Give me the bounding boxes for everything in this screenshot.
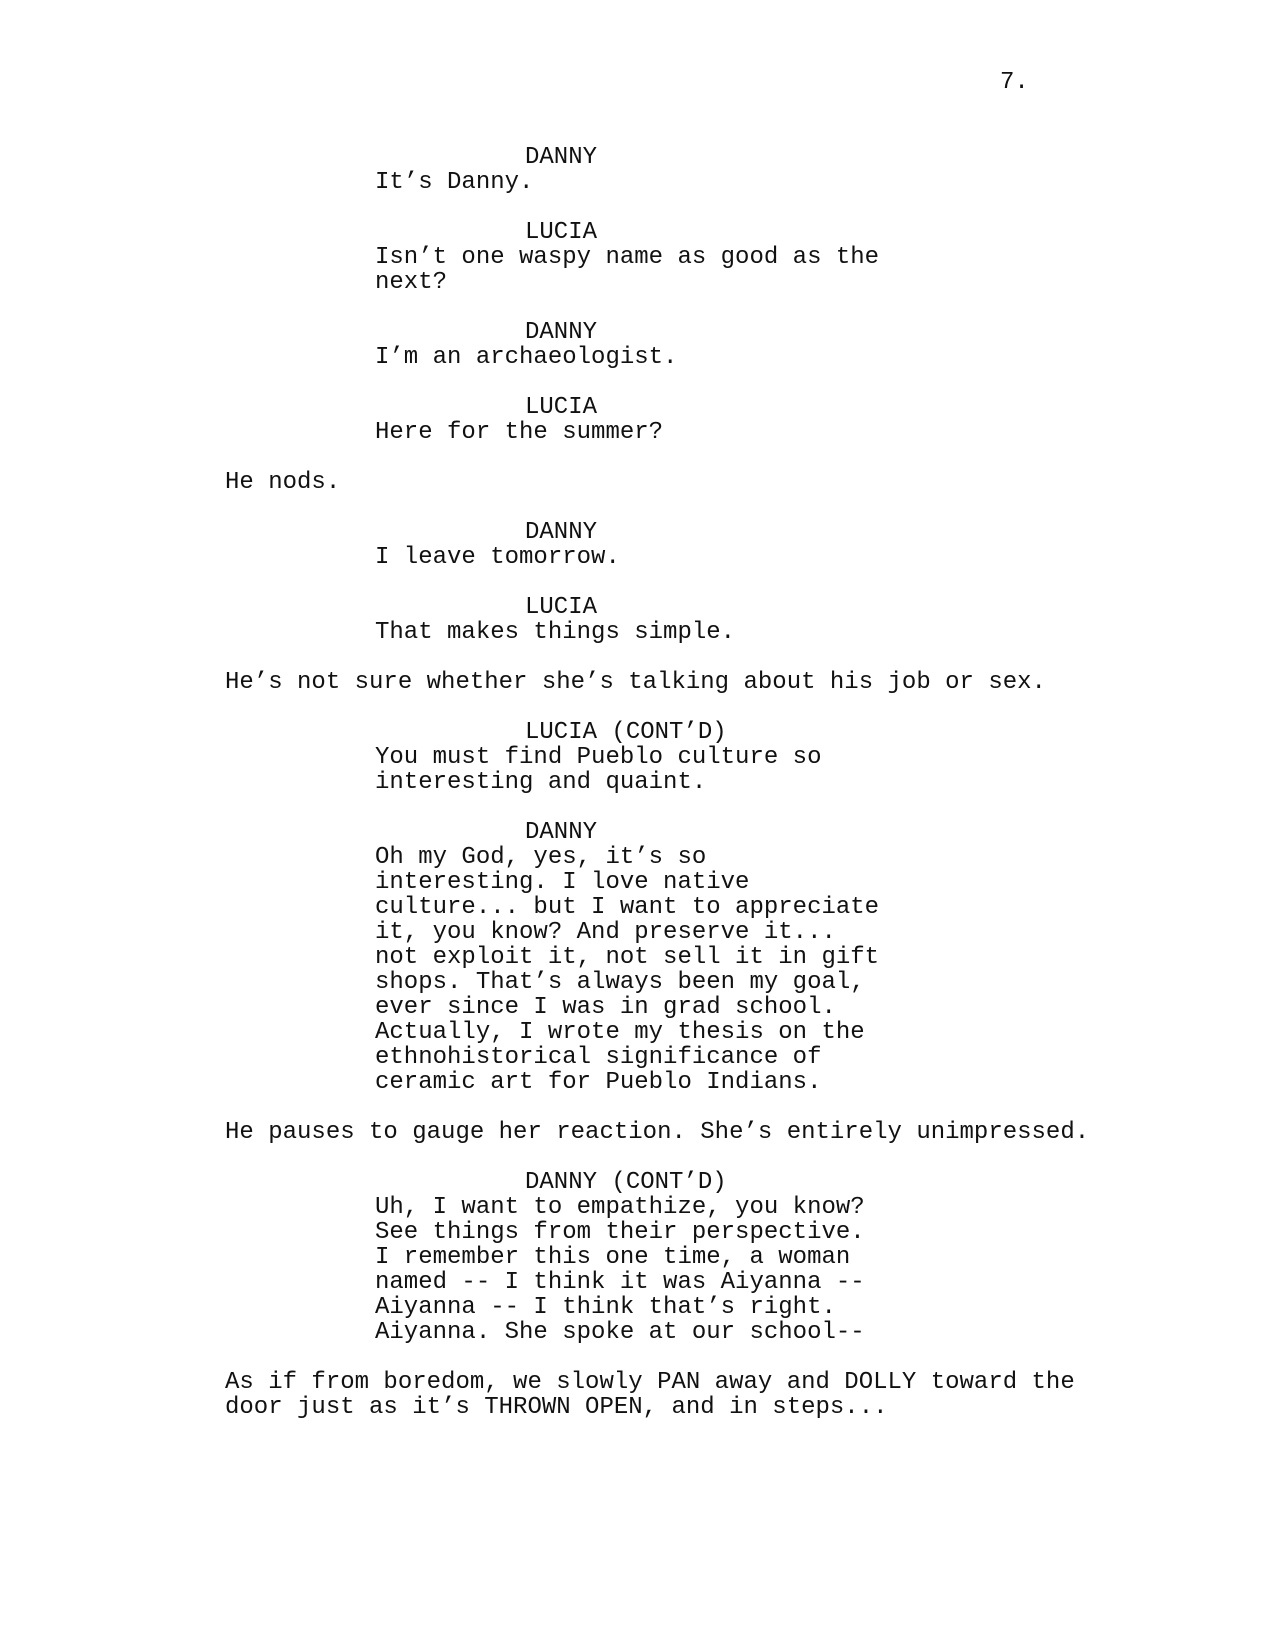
- dialogue-line: I remember this one time, a woman: [375, 1244, 851, 1271]
- dialogue-line: Aiyanna. She spoke at our school--: [375, 1319, 865, 1346]
- action-line: He pauses to gauge her reaction. She’s entirely unimpressed.: [225, 1119, 1090, 1146]
- dialogue-line: next?: [375, 269, 448, 296]
- dialogue-line: it, you know? And preserve it...: [375, 919, 836, 946]
- blank-line: [0, 495, 1275, 520]
- page-number: 7.: [1000, 69, 1029, 96]
- character-name: LUCIA: [525, 594, 598, 621]
- dialogue-line: ceramic art for Pueblo Indians.: [375, 1069, 822, 1096]
- blank-line: [0, 1345, 1275, 1370]
- blank-line: [0, 795, 1275, 820]
- dialogue-line: Here for the summer?: [375, 419, 664, 446]
- action-block: [0, 1120, 1275, 1145]
- blank-line: [0, 195, 1275, 220]
- dialogue-block: [0, 520, 1275, 570]
- action-line: door just as it’s THROWN OPEN, and in steps...: [225, 1394, 888, 1421]
- dialogue-line: I’m an archaeologist.: [375, 344, 678, 371]
- dialogue-block: [0, 820, 1275, 1095]
- character-name: DANNY: [525, 519, 598, 546]
- action-block: [0, 1370, 1275, 1420]
- blank-line: [0, 1095, 1275, 1120]
- action-block: [0, 470, 1275, 495]
- blank-line: [0, 370, 1275, 395]
- character-name: DANNY (CONT’D): [525, 1169, 727, 1196]
- action-line: He nods.: [225, 469, 341, 496]
- dialogue-line: Actually, I wrote my thesis on the: [375, 1019, 865, 1046]
- dialogue-line: named -- I think it was Aiyanna --: [375, 1269, 865, 1296]
- character-name: LUCIA (CONT’D): [525, 719, 727, 746]
- dialogue-line: Uh, I want to empathize, you know?: [375, 1194, 865, 1221]
- dialogue-block: [0, 145, 1275, 195]
- dialogue-block: [0, 220, 1275, 295]
- dialogue-line: culture... but I want to appreciate: [375, 894, 880, 921]
- dialogue-block: [0, 720, 1275, 795]
- dialogue-line: ethnohistorical significance of: [375, 1044, 822, 1071]
- dialogue-line: Oh my God, yes, it’s so: [375, 844, 707, 871]
- dialogue-block: [0, 395, 1275, 445]
- dialogue-line: See things from their perspective.: [375, 1219, 865, 1246]
- character-name: LUCIA: [525, 219, 598, 246]
- action-block: [0, 670, 1275, 695]
- action-line: As if from boredom, we slowly PAN away and DOLLY toward the: [225, 1369, 1075, 1396]
- dialogue-line: It’s Danny.: [375, 169, 534, 196]
- dialogue-line: ever since I was in grad school.: [375, 994, 836, 1021]
- blank-line: [0, 570, 1275, 595]
- character-name: DANNY: [525, 144, 598, 171]
- dialogue-line: interesting. I love native: [375, 869, 750, 896]
- blank-line: [0, 695, 1275, 720]
- dialogue-block: [0, 595, 1275, 645]
- blank-line: [0, 645, 1275, 670]
- action-line: He’s not sure whether she’s talking about his job or sex.: [225, 669, 1046, 696]
- blank-line: [0, 1145, 1275, 1170]
- dialogue-line: I leave tomorrow.: [375, 544, 620, 571]
- character-name: DANNY: [525, 819, 598, 846]
- dialogue-line: That makes things simple.: [375, 619, 736, 646]
- dialogue-block: [0, 320, 1275, 370]
- dialogue-block: [0, 1170, 1275, 1345]
- dialogue-line: Aiyanna -- I think that’s right.: [375, 1294, 836, 1321]
- character-name: DANNY: [525, 319, 598, 346]
- dialogue-line: interesting and quaint.: [375, 769, 707, 796]
- screenplay-content: [0, 145, 1275, 1420]
- dialogue-line: Isn’t one waspy name as good as the: [375, 244, 880, 271]
- dialogue-line: You must find Pueblo culture so: [375, 744, 822, 771]
- dialogue-line: not exploit it, not sell it in gift: [375, 944, 880, 971]
- blank-line: [0, 295, 1275, 320]
- blank-line: [0, 445, 1275, 470]
- dialogue-line: shops. That’s always been my goal,: [375, 969, 865, 996]
- character-name: LUCIA: [525, 394, 598, 421]
